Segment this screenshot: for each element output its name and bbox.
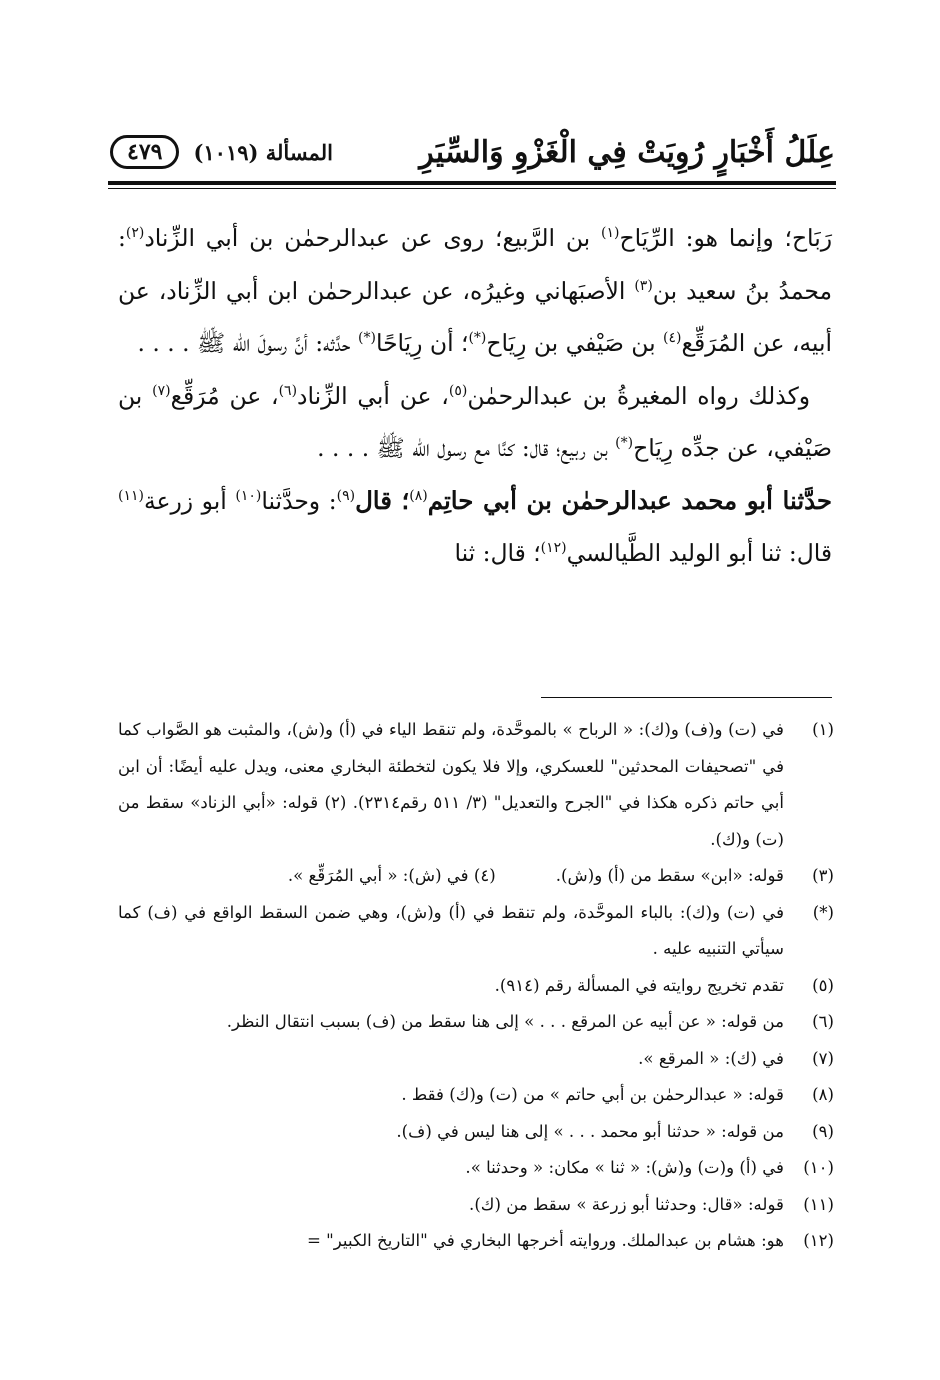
paragraph-1 (118, 212, 832, 370)
footnote-text: في (ت) و(ك): بالباء الموحَّدة، ولم تنقط في (أ) و(ش)، وهي ضمن السقط الواقع في (ف) كما سيأتي التنبيه عليه . (118, 902, 784, 958)
text-run: الأصبَهاني وغيرُه، عن عبدالرحمٰن ابن أبي الزِّناد، عن أبيه، عن المُرَقِّع (118, 276, 832, 357)
main-text (118, 212, 832, 580)
footnote-star (118, 895, 834, 968)
footnote-number: (٩) (812, 1121, 834, 1141)
footnote-ref: (*) (358, 330, 376, 347)
footnote-number: (١٠) (803, 1158, 834, 1177)
footnote-ref: (*) (468, 330, 487, 347)
footnote-11 (118, 1187, 834, 1224)
footnote-ref: (٨) (409, 487, 428, 504)
footnote-3-4 (118, 858, 834, 895)
footnote-8 (118, 1077, 834, 1114)
issue-label: المسألة (١٠١٩) (193, 139, 333, 165)
footnote-ref: (٥) (448, 382, 468, 399)
footnote-text: في (ك): « المرقع ». (638, 1048, 784, 1068)
footnote-10 (118, 1150, 834, 1187)
footnote-number: (٣) (812, 866, 834, 885)
text-run: : وحدَّثنا (261, 486, 337, 515)
footnote-number: (١١) (803, 1194, 834, 1214)
footnote-text: من قوله: « عن أبيه عن المرقع . . . » إلى هنا سقط من (ف) بسبب انتقال النظر. (226, 1012, 784, 1031)
footnote-number: (٥) (812, 975, 834, 995)
footnote-number: (*) (812, 902, 834, 922)
text-run: قال: ثنا أبو الوليد الطَّيالسي (566, 539, 832, 567)
text-run: ، عن مُرَقِّع (170, 381, 279, 410)
footnote-number: (٧) (812, 1048, 834, 1068)
text-run: ؛ قال: ثنا (454, 539, 541, 567)
footnote-ref: (١) (601, 225, 620, 242)
footnote-text: من قوله: « حدثنا أبو محمد . . . » إلى هنا ليس في (ف). (396, 1121, 784, 1141)
footnote-5 (118, 968, 834, 1005)
footnote-ref: (*) (615, 435, 634, 452)
running-header (110, 128, 835, 176)
footnote-inline (288, 858, 496, 895)
text-run: وكذلك رواه المغيرةُ بن عبدالرحمٰن (467, 381, 810, 410)
text-run: : محمدُ بنُ سعيد بن (118, 224, 832, 305)
header-rule-thin (108, 188, 836, 189)
text-run: ، عن أبي الزِّناد (297, 381, 449, 410)
text-run: أبو زرعة (143, 486, 236, 515)
footnote-number: (٦) (812, 1012, 834, 1031)
footnote-inline-text: في (ش): « أبي المُرَقِّع ». (287, 866, 469, 885)
text-run: بن صَيْفي بن رِيَاح (486, 329, 664, 357)
header-rule-thick (108, 181, 836, 185)
footnote-ref: (١٠) (235, 487, 262, 504)
footnote-6 (118, 1004, 834, 1041)
paragraph-2 (118, 370, 832, 475)
footnote-7 (118, 1041, 834, 1078)
text-run: ؛ أن رِيَاحًا (375, 329, 469, 357)
footnote-ref: (٧) (152, 382, 171, 399)
text-run-bold: ؛ قال (355, 485, 410, 515)
footnote-ref: (٤) (663, 330, 682, 347)
footnote-ref: (٢) (125, 225, 145, 242)
footnote-text (118, 712, 784, 858)
footnote-text (118, 858, 784, 895)
footnote-separator (541, 697, 832, 698)
book-title: عِلَلُ أَخْبَارٍ رُوِيَتْ فِي الْغَزْوِ وَالسِّيَرِ (419, 134, 835, 170)
footnote-text: هو: هشام بن عبدالملك. وروايته أخرجها البخاري في "التاريخ الكبير" = (306, 1231, 784, 1250)
footnote-inline-number: (٢) (324, 793, 347, 812)
footnote-inline-number: (٤) (473, 866, 496, 885)
text-run: حدَّثه: أنَّ رسولَ الله ﷺ . . . . (137, 329, 358, 357)
footnote-number: (١٢) (803, 1231, 834, 1250)
footnote-number: (١) (812, 720, 834, 739)
footnote-inline-text: قوله: «أبي الزناد» سقط من (ت) و(ك). (118, 793, 784, 849)
text-run: بن ربيع؛ قال: كنَّا مع رسول الله ﷺ . . . . (317, 434, 616, 462)
footnotes (118, 712, 834, 1260)
text-run: بن صَيْفي، عن جدِّه رِيَاح (118, 381, 832, 462)
footnote-9 (118, 1114, 834, 1151)
footnote-12 (118, 1223, 834, 1260)
footnote-ref: (٦) (278, 382, 298, 399)
paragraph-3 (118, 475, 832, 580)
footnote-text: في (أ) و(ت) و(ش): « ثنا » مكان: « وحدثنا ». (465, 1158, 784, 1177)
footnote-1 (118, 712, 834, 858)
footnote-ref: (١١) (118, 487, 144, 504)
footnote-number: (٨) (812, 1085, 834, 1104)
footnote-ref: (٩) (336, 487, 356, 504)
header-left-group (110, 135, 333, 169)
text-run: بن الرَّبيع؛ روى عن عبدالرحمٰن بن أبي الزِّناد (144, 224, 602, 252)
text-run-bold: حدَّثنا أبو محمد عبدالرحمٰن بن أبي حاتِم (427, 485, 832, 515)
footnote-text: تقدم تخريج روايته في المسألة رقم (٩١٤). (494, 975, 784, 995)
footnote-text-part: في (ت) و(ف) و(ك): « الرباح » بالموحَّدة، ولم تنقط الياء في (أ) و(ش)، والمثبت هو الصَّواب كما في "تصحيفات المحدثين" للعسكري، وإلا فلا يكون لتخطئة البخاري معنى، ويدل عليه أيضًا: أن ابن أبي حاتم ذكره هكذا في "الجرح والتعديل" (٣/ ٥١١ رقم٢٣١٤). (118, 720, 785, 812)
footnote-ref: (١٢) (540, 540, 567, 557)
text-run: رَبَاح؛ وإنما هو: الرِّيَاح (619, 224, 832, 252)
footnote-text: قوله: «قال: وحدثنا أبو زرعة » سقط من (ك). (469, 1194, 784, 1214)
page-number: ٤٧٩ (110, 135, 179, 169)
footnote-ref: (٣) (634, 277, 653, 294)
footnote-text: قوله: « عبدالرحمٰن بن أبي حاتم » من (ت) و(ك) فقط . (401, 1085, 784, 1104)
footnote-text-part: قوله: «ابن» سقط من (أ) و(ش). (555, 866, 784, 885)
